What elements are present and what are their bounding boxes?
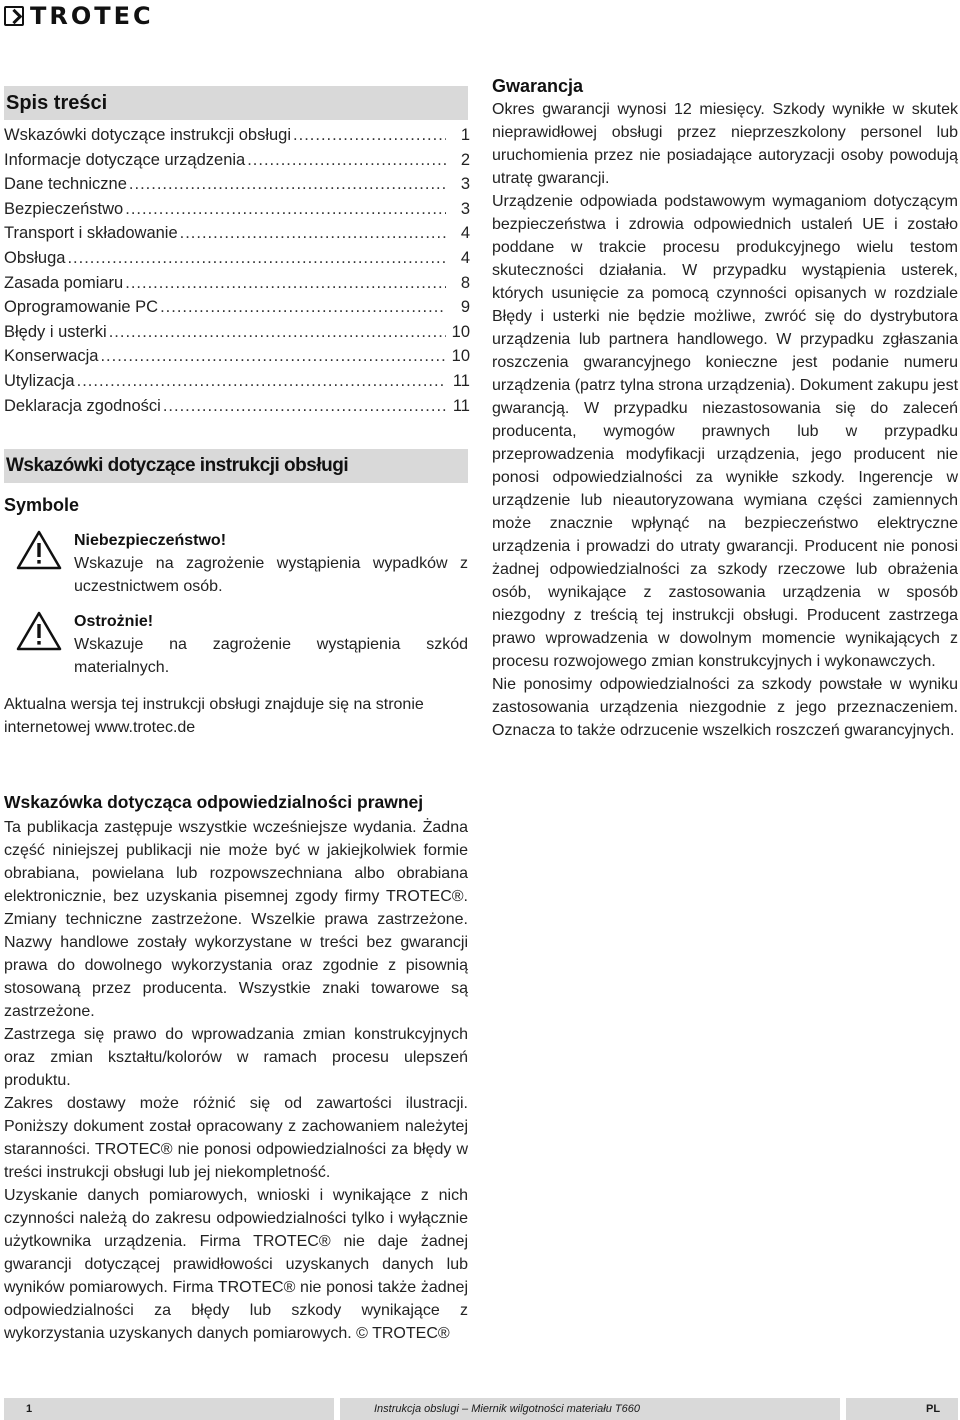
legal-heading: Wskazówka dotycząca odpowiedzialności prawnej [4, 792, 424, 812]
language-code: PL [846, 1398, 958, 1420]
warranty-heading: Gwarancja [492, 76, 584, 96]
toc-item-page: 1 [460, 126, 470, 144]
legal-paragraph: Uzyskanie danych pomiarowych, wnioski i wynikające z nich czynności należą do zakresu odpowiedzialności tylko i wyłącznie użytkownika urządzenia. Firma TROTEC® nie daje żadnej gwarancji dotyczącej prawidłowości uzyskanych danych lub wyników pomiarowych. Firma TROTEC® nie ponosi także żadnej odpowiedzialności za błędy lub szkody wynikające z wykorzystania uzyskanych danych pomiarowych. © TROTEC® [4, 1187, 468, 1342]
toc-item[interactable] [4, 224, 470, 249]
toc-item[interactable] [4, 397, 470, 422]
toc-leader-dots [160, 298, 446, 317]
trotec-logo [4, 4, 154, 28]
toc-item-title: Konserwacja [4, 347, 99, 366]
warranty-paragraph: Urządzenie odpowiada podstawowym wymaganiom dotyczącym bezpieczeństwa i zdrowia odpowiednich ustaleń UE i zostało poddane w trakcie procesu produkcyjnego wielu testom skuteczności działania. W przypadku wystąpienia usterek, których usunięcie za pomocą czynności opisanych w rozdziale Błędy i usterki nie będzie możliwe, zwróć się do dystrybutora urządzenia lub partnera handlowego. W przypadku zgłaszania roszczenia gwarancyjnego konieczne jest podanie numeru urządzenia (patrz tylna strona urządzenia). Dokument zakupu jest gwarancją. W przypadku niezastosowania się do zaleceń producenta, wymogów prawnych lub w przypadku przeprowadzenia modyfikacji urządzenia, jego producent nie ponosi odpowiedzialności za wynikłe szkody. Ingerencje w urządzenie lub nieautoryzowana wymiana części zamiennych może znacznie wpłynąć na bezpieczeństwo elektryczne urządzenia i prowadzi do utraty gwarancji. Producent nie ponosi żadnej odpowiedzialności za szkody rzeczowe lub obrażenia osób, wynikające z zastosowania urządzenia w sposób niezgodny z treścią tej instrukcji obsługi. Producent zastrzega prawo wprowadzenia w dowolnym momencie wynikających z procesu rozwojowego zmian konstrukcyjnych i wykonawczych. [492, 193, 959, 670]
toc-item-title: Deklaracja zgodności [4, 396, 161, 415]
toc-item[interactable] [4, 323, 470, 348]
toc-item-title: Bezpieczeństwo [4, 199, 124, 218]
toc-item-title: Obsługa [4, 248, 66, 267]
section-heading: Wskazówki dotyczące instrukcji obsługi [4, 449, 468, 483]
toc-item-title: Zasada pomiaru [4, 273, 124, 292]
toc-item[interactable] [4, 175, 470, 200]
toc-item[interactable] [4, 372, 470, 397]
toc-item-page: 4 [460, 248, 470, 267]
toc-item[interactable] [4, 151, 470, 176]
toc-item-title: Oprogramowanie PC [4, 298, 159, 317]
symbols-heading: Symbole [4, 495, 80, 515]
trotec-logo-icon [4, 6, 24, 26]
danger-text: Wskazuje na zagrożenie wystąpienia wypadków z uczestnictwem osób. [74, 555, 468, 595]
toc-item-title: Wskazówki dotyczące instrukcji obsługi [4, 126, 292, 144]
toc-item-page: 10 [451, 347, 470, 366]
logo-wordmark: TROTEC [30, 2, 154, 30]
toc-leader-dots [180, 224, 446, 243]
toc-item[interactable] [4, 126, 470, 151]
toc-leader-dots [129, 175, 446, 194]
toc-item-title: Dane techniczne [4, 175, 127, 194]
danger-title: Niebezpieczeństwo! [74, 532, 227, 549]
toc-leader-dots [109, 323, 446, 342]
warranty-paragraph: Okres gwarancji wynosi 12 miesięcy. Szkody wynikłe w skutek nieprawidłowej obsługi przez nieprzeszkolony personel lub uruchomienia przez nie posiadające autoryzacji osoby powodują utratę gwarancji. [492, 101, 958, 187]
toc-leader-dots [293, 126, 446, 145]
danger-symbol-block [4, 529, 468, 598]
toc-item-page: 3 [460, 199, 470, 218]
warranty-paragraph: Nie ponosimy odpowiedzialności za szkody powstałe w wyniku zastosowania urządzenia niezgodnie z jego przeznaczeniem. Oznacza to także odrzucenie wszelkich roszczeń gwarancyjnych. [492, 676, 958, 739]
toc-item[interactable] [4, 274, 470, 299]
warranty-section [492, 74, 958, 742]
toc-item[interactable] [4, 200, 470, 225]
toc-heading: Spis treści [4, 86, 468, 120]
warning-triangle-icon [16, 610, 62, 652]
page-footer [4, 1398, 958, 1420]
toc-item[interactable] [4, 347, 470, 372]
toc-item-title: Utylizacja [4, 371, 75, 390]
toc-item-page: 4 [460, 224, 470, 243]
toc-item[interactable] [4, 249, 470, 274]
toc-leader-dots [100, 347, 446, 366]
toc-leader-dots [125, 274, 446, 293]
website-note: Aktualna wersja tej instrukcji obsługi znajduje się na stronie internetowej www.trotec.de [4, 696, 424, 736]
toc-item-page: 2 [460, 150, 470, 169]
caution-symbol-block [4, 610, 468, 679]
toc-item-title: Transport i składowanie [4, 224, 178, 243]
legal-paragraph: Zastrzega się prawo do wprowadzania zmian konstrukcyjnych oraz zmian kształtu/kolorów w ramach procesu ulepszeń produktu. [4, 1026, 468, 1089]
caution-title: Ostrożnie! [74, 613, 154, 630]
legal-notice-section [4, 790, 468, 1345]
page-number: 1 [4, 1398, 334, 1420]
toc-leader-dots [125, 200, 446, 219]
section-instructions [4, 449, 468, 739]
toc-list [4, 126, 470, 421]
toc-item[interactable] [4, 298, 470, 323]
toc-leader-dots [77, 372, 446, 391]
toc-item-page: 8 [460, 273, 470, 292]
legal-paragraph: Ta publikacja zastępuje wszystkie wcześniejsze wydania. Żadna część niniejszej publikacji nie może być w jakiejkolwiek formie obrabiana, powielana lub rozpowszechniana albo obrabiana elektronicznie, bez uzyskania pisemnej zgody firmy TROTEC®. Zmiany techniczne zastrzeżone. Wszelkie prawa zastrzeżone. Nazwy handlowe zostały wykorzystane w treści bez gwarancji prawa do dowolnego wykorzystania oraz zgodnie z pisownią stosowaną przez producenta. Wszystkie znaki towarowe są zastrzeżone. [4, 819, 468, 1020]
toc-leader-dots [163, 397, 446, 416]
legal-paragraph: Zakres dostawy może różnić się od zawartości ilustracji. Poniższy dokument został opracowany z zachowaniem należytej staranności. TROTEC® nie ponosi odpowiedzialności za błędy w treści instrukcji obsługi lub jej niekompletność. [4, 1095, 468, 1181]
caution-text: Wskazuje na zagrożenie wystąpienia szkód materialnych. [74, 636, 468, 676]
warning-triangle-icon [16, 529, 62, 571]
document-title: Instrukcja obslugi – Miernik wilgotności materiału T660 [340, 1398, 840, 1420]
toc-leader-dots [67, 249, 446, 268]
toc-item-page: 9 [460, 298, 470, 317]
toc-item-page: 11 [452, 396, 470, 415]
toc-item-title: Błędy i usterki [4, 322, 107, 341]
toc-item-page: 11 [452, 371, 470, 390]
toc-leader-dots [247, 151, 446, 170]
table-of-contents [4, 86, 468, 421]
toc-item-page: 10 [451, 322, 470, 341]
toc-item-title: Informacje dotyczące urządzenia [4, 150, 246, 169]
toc-item-page: 3 [460, 175, 470, 194]
